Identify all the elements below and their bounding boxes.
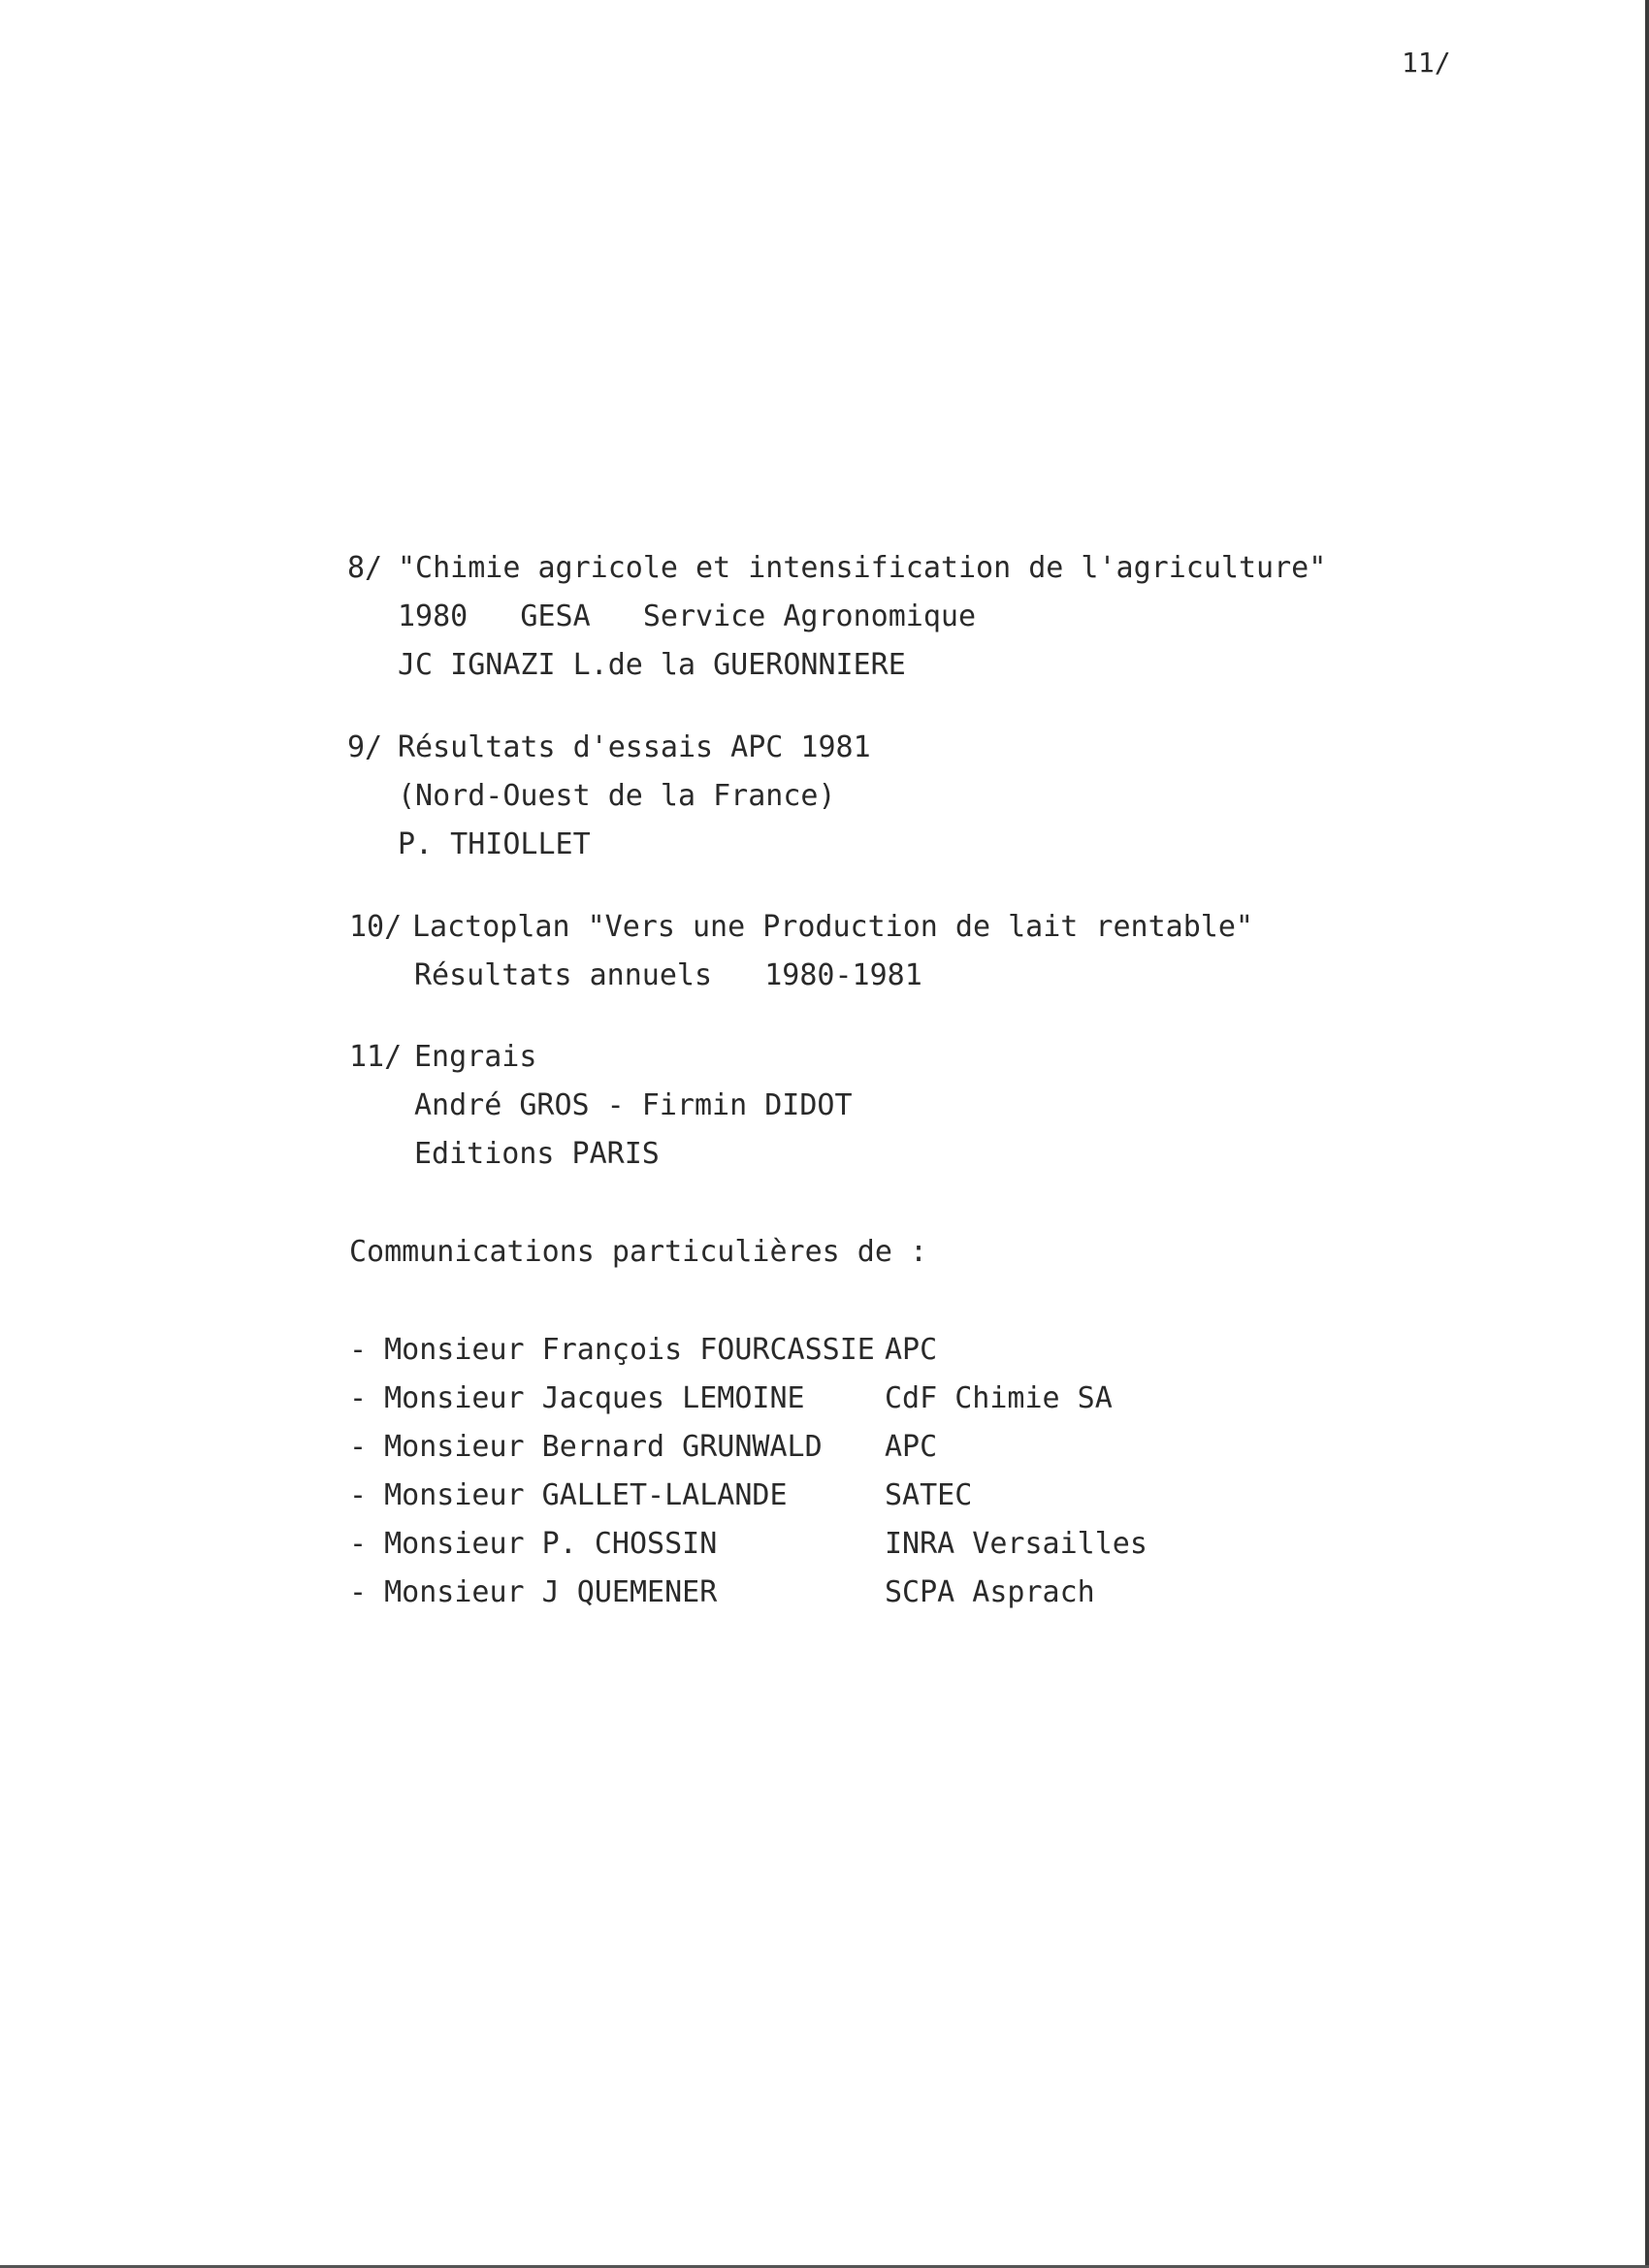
reference-title: Lactoplan "Vers une Production de lait rentable" xyxy=(412,910,1253,944)
person-name: - Monsieur P. CHOSSIN xyxy=(349,1527,718,1561)
reference-line: Résultats annuels 1980-1981 xyxy=(414,958,922,992)
reference-number: 10/ xyxy=(349,910,403,944)
person-organization: APC xyxy=(885,1430,938,1464)
person-organization: SCPA Asprach xyxy=(885,1575,1095,1609)
person-organization: INRA Versailles xyxy=(885,1527,1148,1561)
reference-title: Engrais xyxy=(414,1040,537,1074)
person-name: - Monsieur François FOURCASSIE xyxy=(349,1333,875,1367)
reference-authors: André GROS - Firmin DIDOT xyxy=(414,1088,853,1122)
person-organization: SATEC xyxy=(885,1478,973,1512)
page-edge-right xyxy=(1645,0,1649,2268)
person-name: - Monsieur GALLET-LALANDE xyxy=(349,1478,788,1512)
reference-authors: JC IGNAZI L.de la GUERONNIERE xyxy=(398,648,906,682)
person-name: - Monsieur Jacques LEMOINE xyxy=(349,1381,805,1415)
communications-heading: Communications particulières de : xyxy=(349,1235,928,1269)
person-organization: APC xyxy=(885,1333,938,1367)
page-number: 11/ xyxy=(1402,47,1451,79)
reference-line: (Nord-Ouest de la France) xyxy=(398,779,836,813)
reference-title: "Chimie agricole et intensification de l'agriculture" xyxy=(398,551,1327,585)
reference-number: 8/ xyxy=(347,551,383,585)
person-name: - Monsieur J QUEMENER xyxy=(349,1575,718,1609)
person-organization: CdF Chimie SA xyxy=(885,1381,1113,1415)
reference-title: Résultats d'essais APC 1981 xyxy=(398,730,871,764)
person-name: - Monsieur Bernard GRUNWALD xyxy=(349,1430,823,1464)
reference-authors: P. THIOLLET xyxy=(398,827,591,861)
reference-line: 1980 GESA Service Agronomique xyxy=(398,599,977,633)
reference-number: 9/ xyxy=(347,730,383,764)
reference-publisher: Editions PARIS xyxy=(414,1137,660,1171)
reference-number: 11/ xyxy=(349,1040,403,1074)
